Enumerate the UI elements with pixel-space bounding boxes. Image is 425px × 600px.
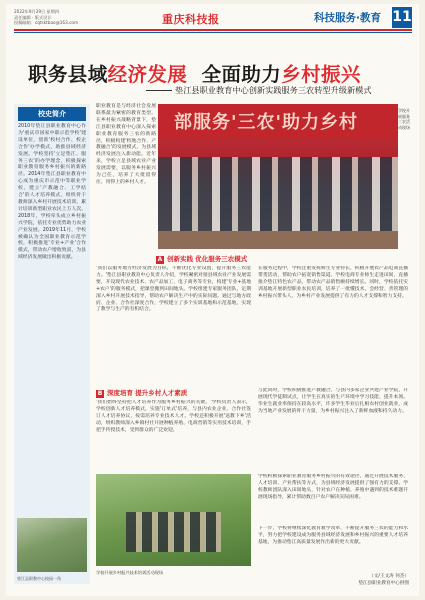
- headline-part2: 经济发展: [107, 63, 188, 86]
- page-number: 11: [392, 7, 412, 28]
- event-photo-caption: 学校开展服务三农活动现场: [398, 108, 410, 130]
- section-b-title: 深度培育 提升乡村人才素质: [107, 389, 188, 397]
- date-line: 2022年9月29日 星期四: [14, 9, 60, 14]
- byline: [341, 574, 409, 587]
- section-a-heading: [156, 254, 247, 264]
- intro-paragraph: 职业教育是与经济社会发展联系最为紧密的教育类型。在乡村振兴战略背景下，垫江县职业教育中心深入探索职业教育服务三农的新路径，积极构建'校地合作、产教融合'的发展模式，为县域经济发展注入新动能。近年来，学校立足县域农业产业发展需要，以服务乡村振兴为己任，培养了大批留得住、用得上的乡村人才。: [96, 104, 156, 185]
- byline-source: 垫江县职业教育中心供图: [358, 580, 409, 586]
- newspaper-page: [6, 4, 419, 596]
- page-header: [14, 7, 412, 43]
- section-a-title: 创新实践 优化服务三农模式: [167, 255, 248, 263]
- section-name: 科技服务·教育: [314, 12, 381, 24]
- profile-body: 2010年垫江县职业教育中心作为'重庆市国家中职示范学校'建设单位，创新'校村合作、校企合作'办学模式，助推县域经济发展。学校坚持'立足垫江、服务三农'的办学理念，积极探索职业教育服务乡村振兴的新路径。2014年垫江县职业教育中心成为重庆市示范中等职业学校，建立'产教融合、工学结合'的人才培养模式，组织骨干教师深入乡村开展技术培训，累计培训新型职业农民上万人次。2018年，学校牵头成立乡村振兴学院，依托专业优势助力农业产业发展。2019年11月，学校被确认为全国职业教育示范学校，积极推进'专业+产业'合作模式，带动农户增收致富，为县域经济发展做出积极贡献。: [18, 124, 86, 261]
- event-photo: [158, 104, 398, 249]
- training-photo: [96, 474, 251, 566]
- photo-floor: [158, 231, 398, 249]
- section-a-body-left: '我们以服务地方经济发展为目标，不断优化专业设置，提升服务三农能力。'垫江县职业教育中心负责人介绍，学校紧密对接县域农业产业发展需要，开设现代农业技术、农产品加工、电子商务等专业，构建'专业+基地+农户'的服务模式，把课堂搬到田间地头。学校组建专家服务团队，定期深入乡村开展技术指导，帮助农户解决生产中的实际问题。通过与地方政府、企业、合作社深度合作，学校建立了多个实训基地和示范基地，实现了教学与生产的有机结合。: [96, 266, 251, 313]
- training-photo-people: [126, 512, 221, 552]
- section-b-body-left: '我们始终坚持把人才培养作为服务乡村振兴的关键。'学校负责人表示，学校创新人才培养模式，实施'订单式'培养，与县内农业企业、合作社签订人才培养协议，按需培养专业技术人才。学校还积极开展'送教下乡'活动，组织教师深入乡镇村社开展种植养殖、电商营销等实用技术培训，手把手传授技术，受到群众的广泛欢迎。: [96, 400, 251, 433]
- email-line: 投稿邮箱：cqtsktbao@163.com: [14, 20, 79, 26]
- header-rule-blue: [14, 32, 412, 33]
- newspaper-logo: 重庆科技报: [162, 13, 220, 26]
- header-rule-red: [14, 29, 412, 31]
- header-meta: [14, 9, 78, 26]
- school-profile-box: [14, 104, 90, 584]
- profile-title: 校史简介: [18, 107, 86, 121]
- headline-part3: 全面助力: [201, 63, 282, 86]
- campus-photo-caption: 垫江县职教中心校园一角: [17, 576, 61, 581]
- section-b-tag: B: [97, 390, 103, 397]
- subheadline: 垫江县职业教育中心创新实践服务三农转型升级新模式: [146, 85, 372, 96]
- section-c-body-right: 下一步，学校将继续深化教育教学改革，不断提升服务三农的能力和水平，努力把学校建设成为服务县域经济发展和乡村振兴的重要人才培养基地，为推动垫江高质量发展作出新的更大贡献。: [258, 526, 408, 545]
- headline-part1: 职务县域: [28, 63, 108, 86]
- section-a-tag: A: [157, 256, 163, 263]
- section-a-body-right: 在服务过程中，学校注重发挥师生专业特长，积极开展农产品电商直播带货活动，帮助农户拓宽销售渠道。学校电商专业师生走进田间，直播推介垫江特色农产品，带动农产品销售额持续增长。同时，学校依托实训基地开展新型职业农民培训，培养了一批懂技术、会经营、善管理的乡村振兴带头人，为乡村产业发展提供了有力的人才支撑和智力支持。: [258, 266, 408, 299]
- headline-part4: 乡村振兴: [281, 63, 361, 86]
- headline: [28, 59, 361, 87]
- section-c-body-left: 学校积极探索职业教育服务乡村振兴的有效途径，通过开展技术服务、人才培训、产业帮扶等方式，为县域经济发展提供了强有力的支撑。学校教师团队深入田间地头，针对农户在种植、养殖中遇到的技术难题开展现场指导，累计帮助数百户农户解决实际困难。: [258, 474, 408, 500]
- byline-author: （文/王文涛 何杰）: [369, 574, 409, 579]
- section-b-body-right: 与此同时，学校积极推进产教融合，与县内多家企业共建产业学院，开展现代学徒制试点，让学生在真实的生产环境中学习技能、提升本领。毕业生就业率保持在较高水平，许多学生毕业后扎根农村创业就业，成为当地产业发展的骨干力量，为乡村振兴注入了新鲜血液和持久动力。: [258, 388, 408, 414]
- photo-banner-text: 部服务'三农'助力乡村: [174, 112, 359, 133]
- campus-photo: [17, 518, 87, 572]
- section-b-heading: [96, 388, 187, 398]
- editor-line: 责任编辑 · 版式设计: [14, 14, 52, 20]
- training-photo-caption: 学校开展乡村振兴技术培训活动现场: [96, 570, 164, 575]
